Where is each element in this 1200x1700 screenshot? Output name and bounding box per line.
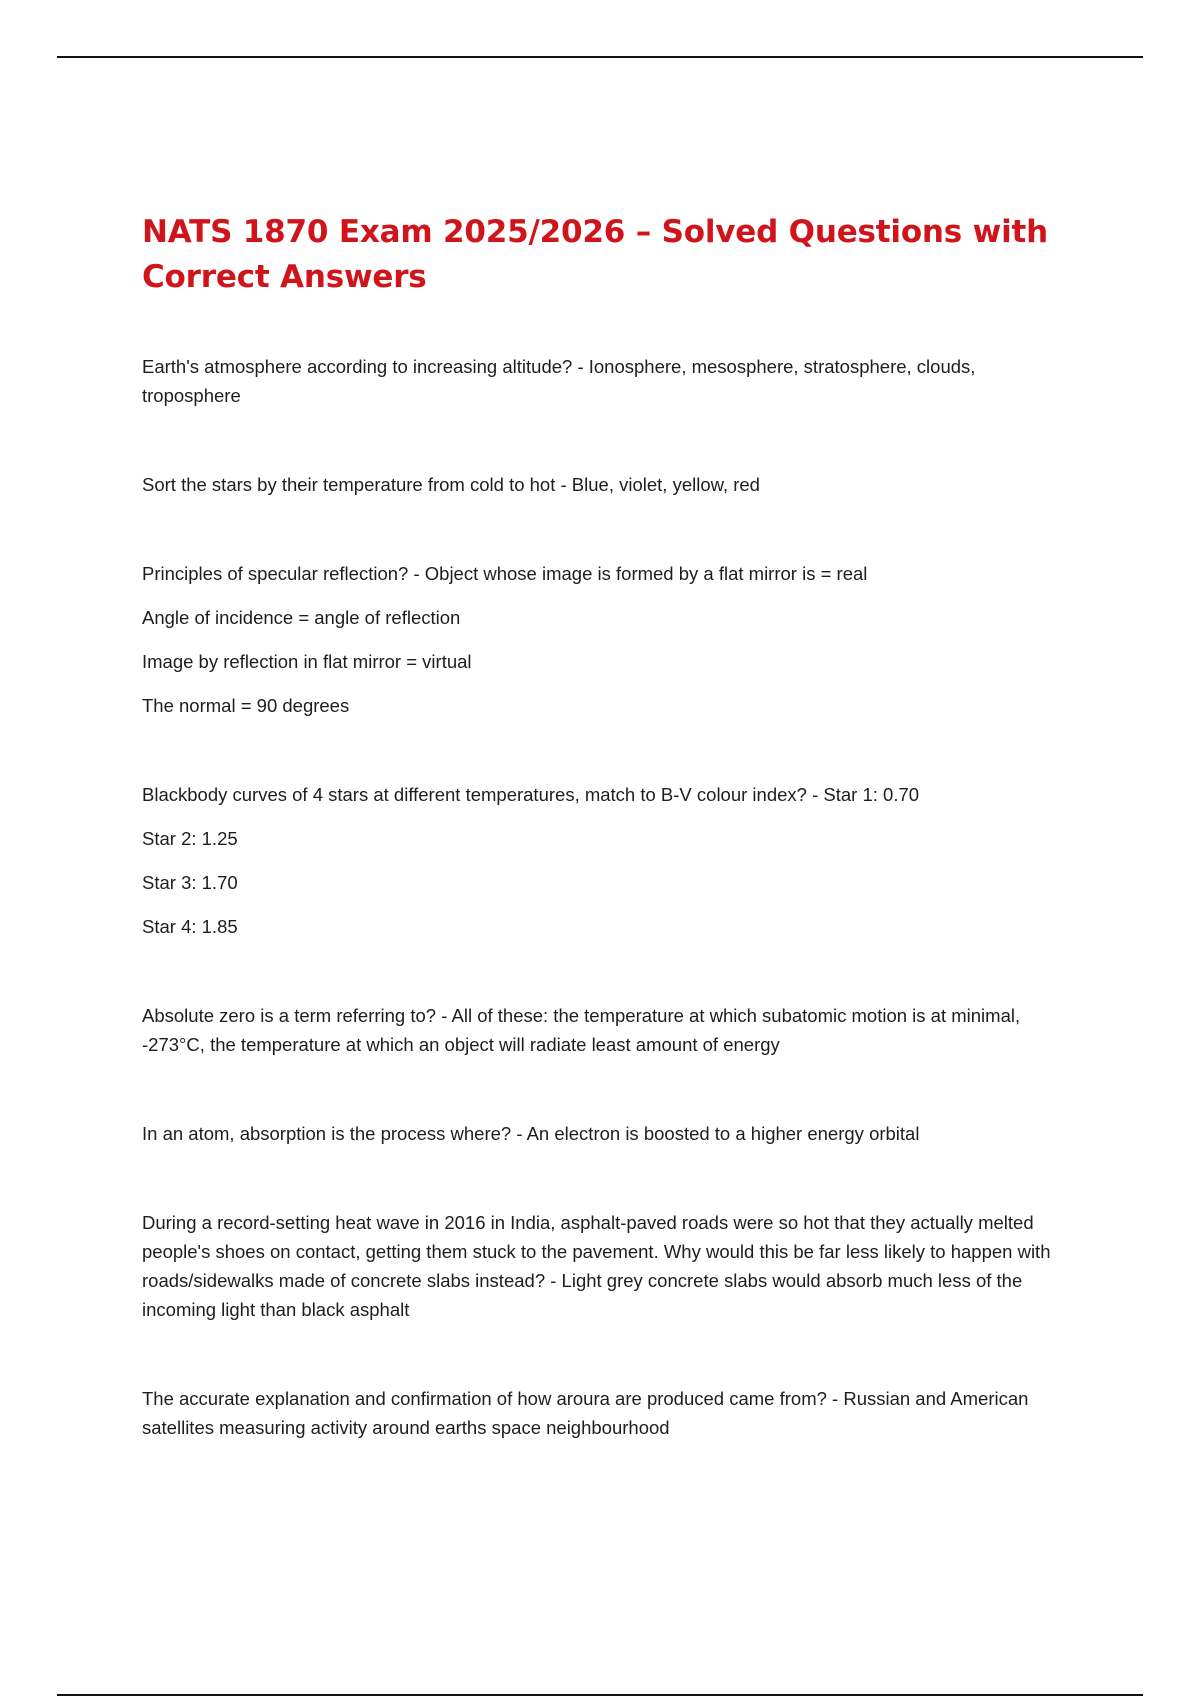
qa-continuation: Star 3: 1.70: [142, 872, 238, 893]
qa-text: Principles of specular reflection? - Object whose image is formed by a flat mirror is = real: [142, 563, 868, 584]
qa-item: [142, 559, 1062, 720]
qa-continuation: Star 2: 1.25: [142, 828, 238, 849]
qa-text: Absolute zero is a term referring to? - All of these: the temperature at which subatomic motion is at minimal, -273°C, the temperature at which an object will radiate least amount of energy: [142, 1005, 1021, 1055]
qa-continuation: Angle of incidence = angle of reflection: [142, 607, 461, 628]
document-body: [142, 210, 1062, 1442]
qa-item: [142, 352, 1062, 410]
qa-item: [142, 1001, 1062, 1059]
qa-item: [142, 1384, 1062, 1442]
qa-continuation: Star 4: 1.85: [142, 916, 238, 937]
question-list: [142, 352, 1062, 1442]
qa-item: [142, 1208, 1062, 1324]
qa-text: Earth's atmosphere according to increasing altitude? - Ionosphere, mesosphere, stratosphere, clouds, troposphere: [142, 356, 976, 406]
bottom-divider: [57, 1694, 1143, 1696]
qa-text: Blackbody curves of 4 stars at different temperatures, match to B-V colour index? - Star 1: 0.70: [142, 784, 920, 805]
qa-item: [142, 470, 1062, 499]
qa-item: [142, 1119, 1062, 1148]
qa-continuation: Image by reflection in flat mirror = virtual: [142, 651, 472, 672]
page-title: NATS 1870 Exam 2025/2026 – Solved Questions with Correct Answers: [142, 214, 1048, 295]
qa-item: [142, 780, 1062, 941]
qa-text: In an atom, absorption is the process where? - An electron is boosted to a higher energy orbital: [142, 1123, 920, 1144]
qa-continuation: The normal = 90 degrees: [142, 695, 350, 716]
qa-text: The accurate explanation and confirmation of how aroura are produced came from? - Russian and American satellites measuring activity around earths space neighbourhood: [142, 1388, 1029, 1438]
qa-text: Sort the stars by their temperature from cold to hot - Blue, violet, yellow, red: [142, 474, 760, 495]
top-divider: [57, 56, 1143, 58]
qa-text: During a record-setting heat wave in 2016 in India, asphalt-paved roads were so hot that they actually melted people's shoes on contact, getting them stuck to the pavement. Why would this be far less likely to happen with roads/sidewalks made of concrete slabs instead? - Light grey concrete slabs would absorb much less of the incoming light than black asphalt: [142, 1212, 1051, 1320]
